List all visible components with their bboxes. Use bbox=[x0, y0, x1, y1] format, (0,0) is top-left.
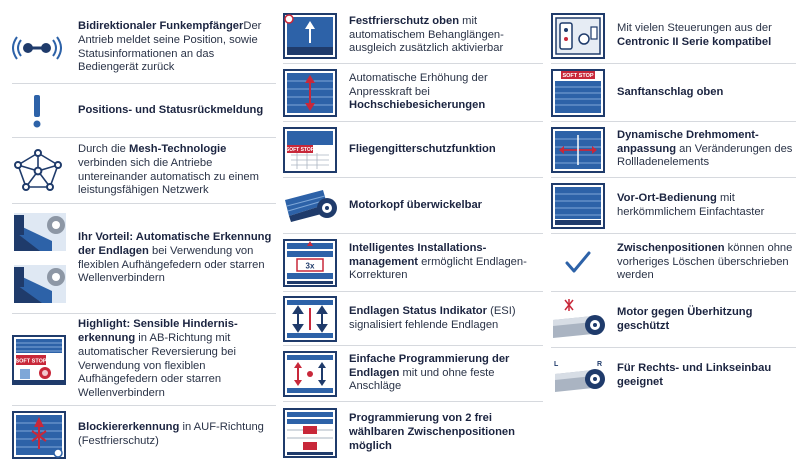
feature-item bbox=[12, 314, 276, 406]
feature-description: an Veränderungen des Rollladenelements bbox=[617, 142, 793, 169]
feature-item bbox=[551, 8, 796, 64]
feature-text bbox=[70, 20, 276, 75]
feature-text bbox=[341, 242, 543, 283]
feature-text bbox=[70, 421, 276, 449]
feature-title: Dynamische Drehmoment- anpassung bbox=[617, 128, 759, 155]
feature-title: Highlight: Sensible Hindernis- erkennung bbox=[78, 318, 238, 344]
feature-description: mit automatischem Behanglängen- ausgleich zusätzlich aktivierbar bbox=[349, 14, 504, 55]
feature-description: mit herkömmlichem Einfachtaster bbox=[617, 191, 765, 218]
feature-item bbox=[12, 406, 276, 464]
feature-text bbox=[70, 104, 276, 118]
bidirectional-radio-icon bbox=[12, 33, 70, 63]
feature-description: Der Antrieb meldet seine Position, sowie Statusinformationen an das Bediengerät zurück bbox=[78, 19, 262, 74]
feature-description: mit und ohne feste Anschläge bbox=[349, 366, 495, 393]
feature-title: Intelligentes Installations- management bbox=[349, 241, 487, 268]
feature-title: Motorkopf überwickelbar bbox=[349, 198, 483, 211]
feature-text bbox=[341, 305, 543, 333]
feature-description: Automatische Erhöhung der Anpresskraft bei bbox=[349, 71, 488, 98]
feature-text bbox=[609, 129, 796, 170]
feature-text bbox=[609, 22, 796, 50]
local-operation-icon bbox=[551, 183, 609, 229]
soft-stop-label: SOFT STOP bbox=[15, 358, 47, 364]
installation-management-icon bbox=[283, 239, 341, 287]
motor-head-icon bbox=[283, 186, 341, 226]
feature-description: bei Verwendung von flexiblen Aufhängefedern oder starren Wellenverbindern bbox=[78, 244, 265, 285]
soft-stop-label: SOFT STOP bbox=[285, 146, 315, 153]
feature-title: Für Rechts- und Linkseinbau geeignet bbox=[617, 362, 772, 388]
feature-title: Blockiererkennung bbox=[78, 421, 180, 434]
feature-description: verbinden sich die Antriebe untereinander automatisch zu einem leistungsfähigen Netzwerk bbox=[78, 156, 259, 197]
feature-title: Positions- und Statusrückmeldung bbox=[78, 103, 264, 116]
feature-text bbox=[341, 412, 543, 453]
left-label: L bbox=[554, 361, 559, 368]
feature-item bbox=[283, 234, 543, 292]
feature-title: Zwischenpositionen bbox=[617, 241, 725, 254]
feature-title: Motor gegen Überhitzung geschützt bbox=[617, 305, 753, 332]
feature-text bbox=[70, 231, 276, 286]
mesh-network-icon bbox=[12, 149, 70, 193]
feature-item bbox=[551, 292, 796, 348]
feature-title: Sanftanschlag oben bbox=[617, 85, 724, 98]
dynamic-torque-icon bbox=[551, 127, 609, 173]
feature-description: können ohne vorheriges Löschen überschrieben werden bbox=[617, 241, 793, 282]
feature-item bbox=[551, 234, 796, 292]
right-label: R bbox=[597, 361, 603, 368]
feature-text bbox=[609, 306, 796, 334]
feature-title: Hochschiebesicherungen bbox=[349, 99, 486, 112]
feature-text bbox=[341, 199, 543, 213]
soft-stop-obstacle-icon bbox=[12, 335, 70, 385]
feature-text bbox=[609, 86, 796, 100]
feature-text bbox=[341, 143, 543, 157]
feature-title: Festfrierschutz oben bbox=[349, 14, 460, 27]
feature-item bbox=[12, 84, 276, 138]
feature-item bbox=[283, 8, 543, 64]
soft-stop-label: SOFT STOP bbox=[562, 72, 594, 79]
freeze-protection-top-icon bbox=[283, 13, 341, 59]
feature-item bbox=[12, 138, 276, 204]
feature-item bbox=[283, 178, 543, 234]
feature-description: in AB-Richtung mit automatischer Reversierung bei Verwendung von flexiblen Aufhängefedern oder starren Wellenverbindern bbox=[78, 331, 236, 400]
feature-description: Durch die bbox=[78, 142, 129, 155]
soft-stop-top-icon bbox=[551, 69, 609, 117]
feature-item bbox=[283, 346, 543, 402]
feature-title: Bidirektionaler Funkempfänger bbox=[78, 19, 244, 32]
feature-item bbox=[551, 348, 796, 404]
feature-item bbox=[283, 122, 543, 178]
feature-title: Centronic II Serie kompatibel bbox=[617, 35, 772, 48]
insect-screen-icon bbox=[283, 127, 341, 173]
feature-text bbox=[70, 318, 276, 401]
feature-text bbox=[341, 72, 543, 113]
feature-item bbox=[551, 64, 796, 122]
centronic-controls-icon bbox=[551, 13, 609, 59]
feature-text bbox=[609, 242, 796, 283]
simple-programming-icon bbox=[283, 351, 341, 397]
feature-title: Mesh-Technologie bbox=[129, 142, 227, 155]
exclamation-icon bbox=[12, 93, 70, 129]
pressure-increase-icon bbox=[283, 69, 341, 117]
feature-text bbox=[341, 15, 543, 56]
feature-title: Ihr Vorteil: Automatische Erkennung der Endlagen bbox=[78, 230, 272, 257]
feature-item bbox=[283, 64, 543, 122]
overheat-protection-icon bbox=[551, 298, 609, 342]
intermediate-positions-icon bbox=[283, 408, 341, 458]
left-right-install-icon bbox=[551, 356, 609, 396]
feature-description: in AUF-Richtung (Festfrierschutz) bbox=[78, 421, 264, 447]
feature-title: Einfache Programmierung der Endlagen bbox=[349, 352, 510, 379]
auto-end-position-icon bbox=[12, 211, 70, 307]
feature-description: ermöglicht Endlagen-Korrekturen bbox=[349, 255, 527, 282]
feature-item bbox=[12, 12, 276, 84]
feature-item bbox=[551, 122, 796, 178]
feature-item bbox=[283, 292, 543, 346]
feature-title: Vor-Ort-Bedienung bbox=[617, 191, 717, 204]
feature-description: (ESI) signalisiert fehlende Endlagen bbox=[349, 304, 516, 331]
three-x-label: 3x bbox=[305, 261, 315, 270]
feature-description: Mit vielen Steuerungen aus der bbox=[617, 21, 772, 34]
end-position-status-icon bbox=[283, 296, 341, 342]
checkmark-icon bbox=[551, 245, 609, 281]
feature-text bbox=[609, 192, 796, 220]
feature-item bbox=[551, 178, 796, 234]
feature-text bbox=[609, 362, 796, 390]
blocking-detection-icon bbox=[12, 411, 70, 459]
feature-title: Endlagen Status Indikator bbox=[349, 304, 487, 317]
feature-title: Fliegengitterschutzfunktion bbox=[349, 142, 496, 155]
feature-text bbox=[341, 353, 543, 394]
feature-item bbox=[12, 204, 276, 314]
feature-item bbox=[283, 402, 543, 464]
feature-text bbox=[70, 143, 276, 198]
feature-title: Programmierung von 2 frei wählbaren Zwischenpositionen möglich bbox=[349, 412, 515, 452]
